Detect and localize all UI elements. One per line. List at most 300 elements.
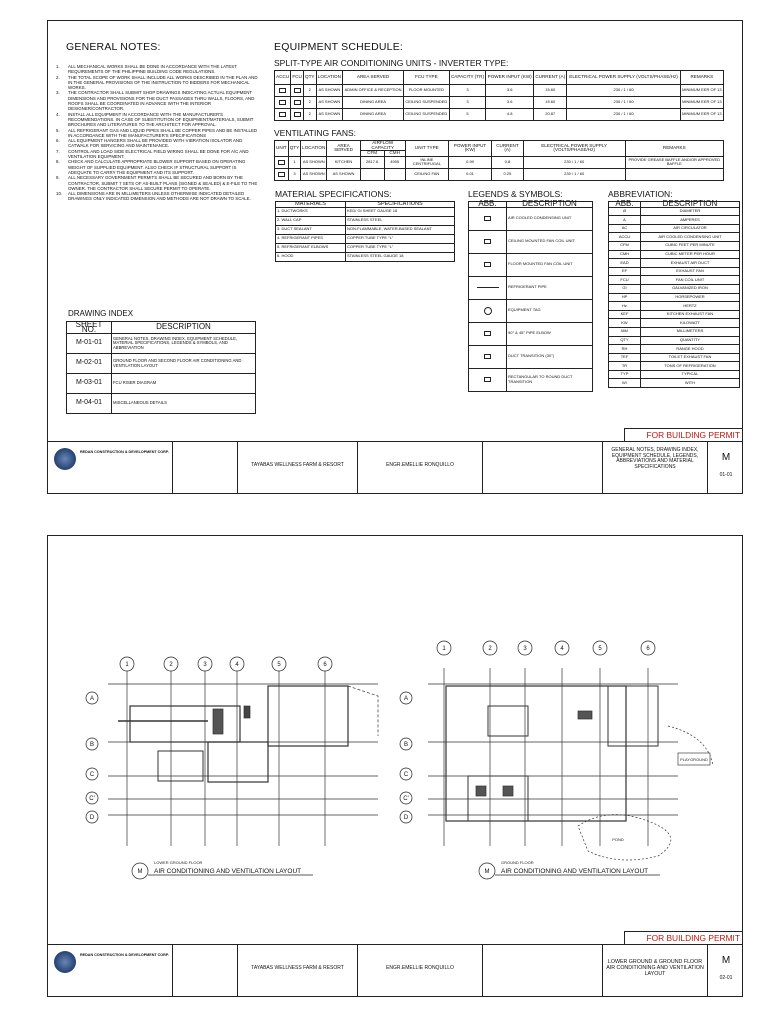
- company-name: REDAN CONSTRUCTION & DEVELOPMENT CORP.: [80, 450, 169, 454]
- split-type-title: SPLIT-TYPE AIR CONDITIONING UNITS - INVERTER TYPE:: [274, 58, 509, 68]
- note-number: 10.: [56, 191, 63, 197]
- grid-row-label: D: [89, 815, 95, 821]
- note-number: 1.: [56, 64, 60, 69]
- table-row: [469, 230, 593, 253]
- note-number: 2.: [56, 74, 60, 80]
- abbr-cell: AC: [609, 224, 641, 233]
- legend-description: FLOOR MOUNTED FAN COIL UNIT: [507, 253, 593, 276]
- table-row: [67, 394, 256, 414]
- table-row: [275, 97, 724, 109]
- table-row: [276, 243, 455, 252]
- sheet-content: GENERAL NOTES, DRAWING INDEX, EQUIPMENT SCHEDULE, LEGENDS, ABBREVIATIONS AND MATERIAL SPECIFICATIONS: [611, 447, 699, 470]
- abbr-cell: Ø: [609, 207, 641, 216]
- cell-area: AS SHOWN: [327, 168, 360, 180]
- abbr-cell: HP: [609, 293, 641, 302]
- cell-type: FLOOR MOUNTED: [403, 85, 449, 97]
- cell-area: DINING AREA: [343, 109, 404, 121]
- plan-title-right: [479, 860, 660, 879]
- sheet-number-cell: M-04-01: [67, 394, 112, 414]
- sheet-m-02-01: [47, 535, 743, 997]
- equipment-tag-icon: [484, 307, 492, 315]
- table-row: [469, 276, 593, 299]
- table-row: [67, 354, 256, 374]
- spec-cell: KED/ GI SHEET GAUGE 18: [346, 207, 455, 216]
- unit-icon-cell: [275, 156, 289, 168]
- fan-symbol-icon: [278, 172, 285, 177]
- abbr-cell: QTY: [609, 336, 641, 345]
- accu-icon: [275, 109, 291, 121]
- cell-loc: AS SHOWN: [316, 109, 343, 121]
- grid-col-label: 5: [598, 646, 602, 652]
- cell-kw: 3.6: [486, 97, 534, 109]
- abbr-description: KITCHEN EXHAUST FAN: [641, 310, 740, 319]
- ground-floor-plan: [428, 668, 713, 860]
- abbr-description: AIR CIRCULATOR: [641, 224, 740, 233]
- table-row: [469, 345, 593, 368]
- cell-area: DINING AREA: [343, 97, 404, 109]
- table-row: [275, 109, 724, 121]
- table-row: [609, 362, 740, 371]
- condensing-unit-icon: [484, 216, 491, 221]
- table-row: [609, 345, 740, 354]
- general-note: [56, 191, 261, 202]
- column-header: CURRENT (A): [534, 71, 567, 85]
- cell-loc: AS SHOWN: [301, 168, 327, 180]
- grid-row-label: C: [403, 772, 409, 778]
- column-subheader: CFM: [360, 151, 384, 157]
- column-header: REMARKS: [680, 71, 723, 85]
- table-row: [609, 353, 740, 362]
- sheet-letter: M: [721, 955, 731, 966]
- floor-plans-drawing: [48, 536, 744, 896]
- note-text: ALL DIMENSIONS ARE IN MILLIMETERS UNLESS OTHERWISE INDICATED DETAILED DRAWINGS ONLY INDICATED DIMENSION AND METHODS ARE NOT DRAWN TO SCALE.: [68, 191, 251, 202]
- column-header: SPECIFICATIONS: [346, 202, 455, 208]
- plan-sub-left: LOWER GROUND FLOOR: [154, 860, 203, 865]
- abbr-cell: FCU: [609, 276, 641, 285]
- note-text: CHECK AND CALCULATE APPROPRIATE BLOWER SUPPORT BASED ON OPERATING WEIGHT OF SUPPLIED EQUIPMENT. ALSO CHECK IF STRUCTURAL SUPPORT IS ADEQUATE TO CARRY THE EQUIPMENT AND ITS SUPPORT.: [68, 159, 246, 175]
- material-cell: 4. REFRIGERANT PIPES: [276, 234, 346, 243]
- sheet-number-cell: M-01-01: [67, 334, 112, 354]
- cell-cap: 3: [449, 97, 486, 109]
- note-text: THE CONTRACTOR SHALL SUBMIT SHOP DRAWINGS INDICATING ACTUAL EQUIPMENT DIMENSIONS AND PROVISIONS FOR THE DUCT PASSAGES THRU WALLS, FLOORS, AND ROOFS SHALL BE COORDINATED IN ADVANCE WITH THE INTERIOR DESIGNER/CONTRACTOR.: [68, 90, 255, 112]
- pond-label: POND: [612, 837, 624, 842]
- cell-a: 15.60: [534, 97, 567, 109]
- abbr-cell: TR: [609, 362, 641, 371]
- permit-label: FOR BUILDING PERMIT: [624, 931, 742, 944]
- plan-title-left: [132, 860, 313, 879]
- material-specs-table: [275, 201, 455, 262]
- abbreviation-title: ABBREVIATION:: [608, 189, 673, 199]
- material-cell: 6. HOOD: [276, 252, 346, 261]
- material-cell: 1. DUCTWORKS: [276, 207, 346, 216]
- table-row: [469, 253, 593, 276]
- grid-col-label: 3: [203, 662, 207, 668]
- table-row: [469, 299, 593, 322]
- cell-a: 20.87: [534, 109, 567, 121]
- symbol-cell: [469, 345, 507, 368]
- material-specs-title: MATERIAL SPECIFICATIONS:: [275, 189, 392, 199]
- abbr-cell: EF: [609, 267, 641, 276]
- abbr-cell: A: [609, 216, 641, 225]
- table-row: [609, 293, 740, 302]
- general-note: [56, 159, 261, 175]
- note-text: ALL EQUIPMENT HANGERS SHALL BE PROVIDED WITH VIBRATION ISOLATOR AND CATWALK FOR SERVICING AND MAINTENANCE.: [68, 138, 243, 149]
- note-text: ALL NECESSARY GOVERNMENT PERMITS SHALL BE SECURED AND BORN BY THE CONTRACTOR, SUBMIT 7 SETS OF AS-BUILT PLANS (SIGNED & SEALED) & E-FILE TO THE OWNER. THE CONTRACTOR SHALL SECURE PERMIT TO OPERATE.: [68, 175, 258, 191]
- engineer-name: ENGR.EMELLIE RONQUILLO: [386, 462, 454, 468]
- column-header: LOCATION: [316, 71, 343, 85]
- fcu-symbol-icon: [294, 112, 301, 117]
- table-row: [609, 259, 740, 268]
- cell-ps: 230 / 1 / 60: [567, 109, 680, 121]
- symbol-cell: [469, 276, 507, 299]
- accu-symbol-icon: [279, 100, 286, 105]
- table-row: [276, 252, 455, 261]
- general-note: [56, 149, 261, 160]
- column-header: MATERIALS: [276, 202, 346, 208]
- table-row: [67, 374, 256, 394]
- abbr-cell: KEF: [609, 310, 641, 319]
- column-header: AREA SERVED: [327, 141, 360, 157]
- column-header: ACCU: [275, 71, 291, 85]
- grid-col-label: 6: [646, 646, 650, 652]
- accu-icon: [275, 85, 291, 97]
- fcu-icon: [291, 85, 304, 97]
- column-header: DESCRIPTION: [641, 202, 740, 208]
- cell-rem: [625, 168, 723, 180]
- split-type-table: [274, 70, 724, 121]
- cell-a: 0.25: [492, 168, 524, 180]
- cell-ps: 230 / 1 / 60: [567, 85, 680, 97]
- column-header: AREA SERVED: [343, 71, 404, 85]
- column-header: UNIT TYPE: [405, 141, 448, 157]
- plan-title-right-text: AIR CONDITIONING AND VENTILATION LAYOUT: [501, 868, 649, 875]
- cell-ps: 230 / 1 / 60: [523, 168, 625, 180]
- plan-tag-left: M: [137, 869, 143, 875]
- unit-icon-cell: [275, 168, 289, 180]
- table-row: [276, 207, 455, 216]
- cell-rem: MINIMUM EER OF 13: [680, 85, 723, 97]
- engineer-name: ENGR.EMELLIE RONQUILLO: [386, 965, 454, 971]
- company-name: REDAN CONSTRUCTION & DEVELOPMENT CORP.: [80, 953, 169, 957]
- sheet-number-cell: M-03-01: [67, 374, 112, 394]
- grid-row-label: C: [89, 772, 95, 778]
- legend-description: EQUIPMENT TAG: [507, 299, 593, 322]
- plan-title-left-text: AIR CONDITIONING AND VENTILATION LAYOUT: [154, 868, 302, 875]
- spec-cell: COPPER TUBE TYPE "L": [346, 243, 455, 252]
- legends-table: [468, 201, 593, 392]
- table-row: [609, 379, 740, 388]
- cell-cfm: [360, 168, 384, 180]
- column-header: QTY: [303, 71, 316, 85]
- table-row: [276, 225, 455, 234]
- abbr-description: MILLIMETERS: [641, 327, 740, 336]
- project-name: TAYABAS WELLNESS FARM & RESORT: [251, 965, 344, 971]
- column-header: LOCATION: [301, 141, 327, 157]
- cell-kw: 0.01: [448, 168, 491, 180]
- sheet-number: 01-01: [719, 472, 733, 478]
- general-note: [56, 75, 261, 91]
- abbr-description: CUBIC METER PER HOUR: [641, 250, 740, 259]
- column-header: DESCRIPTION: [507, 202, 593, 208]
- column-header: CURRENT (A): [492, 141, 524, 157]
- cell-qty: 2: [303, 109, 316, 121]
- column-subheader: CMH: [384, 151, 405, 157]
- abbr-description: RANGE HOOD: [641, 345, 740, 354]
- general-note: [56, 175, 261, 191]
- table-row: [609, 370, 740, 379]
- cell-type: CEILING SUSPENDED: [403, 97, 449, 109]
- table-header-row: [275, 71, 724, 85]
- column-header: CAPACITY (TR): [449, 71, 486, 85]
- description-cell: GROUND FLOOR AND SECOND FLOOR AIR CONDITIONING AND VENTILATION LAYOUT: [112, 354, 256, 374]
- pipe-elbow-icon: [484, 331, 491, 336]
- grid-row-label: A: [403, 696, 409, 702]
- table-row: [276, 234, 455, 243]
- ceiling-fcu-icon: [484, 239, 491, 244]
- cell-type: INLINE CENTRIFUGAL: [405, 156, 448, 168]
- grid-row-label: D: [403, 815, 409, 821]
- note-number: 8.: [56, 159, 60, 165]
- general-note: [56, 128, 261, 139]
- table-header-row: [67, 322, 256, 334]
- sheet-number: 02-01: [719, 975, 733, 981]
- general-note: [56, 112, 261, 128]
- note-text: ALL MECHANICAL WORKS SHALL BE DONE IN ACCORDANCE WITH THE LATEST REQUIREMENTS OF THE PHILIPPINE BUILDING CODE REGULATIONS.: [68, 64, 237, 75]
- grid-labels-left: [86, 657, 332, 823]
- note-text: CONTROL AND LOAD SIDE ELECTRICAL FIELD WIRING SHALL BE DONE FOR A/C AND VENTILATION EQUIPMENT.: [68, 148, 249, 160]
- symbol-cell: [469, 207, 507, 230]
- abbreviation-table: [608, 201, 740, 388]
- cell-loc: AS SHOWN: [316, 85, 343, 97]
- fcu-icon: [291, 97, 304, 109]
- abbr-description: AMPERES: [641, 216, 740, 225]
- general-note: [56, 64, 261, 75]
- accu-icon: [275, 97, 291, 109]
- fcu-symbol-icon: [294, 88, 301, 93]
- abbr-description: CUBIC FEET PER MINUTE: [641, 241, 740, 250]
- note-text: ALL REFRIGERANT GAS AND LIQUID PIPES SHALL BE COPPER PIPES AND BE INSTALLED IN ACCORDANCE WITH THE MANUFACTURER'S SPECIFICATIONS: [68, 127, 258, 138]
- abbr-cell: EAD: [609, 259, 641, 268]
- cell-qty: 1: [288, 156, 300, 168]
- symbol-cell: [469, 322, 507, 345]
- material-cell: 3. DUCT SEALANT: [276, 225, 346, 234]
- cell-ps: 230 / 1 / 60: [523, 156, 625, 168]
- cell-cap: 5: [449, 109, 486, 121]
- table-row: [469, 207, 593, 230]
- legend-description: REFRIGERANT PIPE: [507, 276, 593, 299]
- table-row: [276, 216, 455, 225]
- column-header: ELECTRICAL POWER SUPPLY (VOLTS/PHASE/Hz): [567, 71, 680, 85]
- cell-cap: 3: [449, 85, 486, 97]
- company-logo-icon: [54, 448, 76, 470]
- legend-description: RECTANGULAR TO ROUND DUCT TRANSITION: [507, 368, 593, 391]
- column-header: POWER INPUT (KW): [448, 141, 491, 157]
- grid-row-label: A: [89, 696, 95, 702]
- grid-col-label: 2: [488, 646, 492, 652]
- symbol-cell: [469, 299, 507, 322]
- abbr-cell: CFM: [609, 241, 641, 250]
- table-row: [609, 310, 740, 319]
- legend-description: 90° & 45° PIPE ELBOW: [507, 322, 593, 345]
- fan-symbol-icon: [278, 160, 285, 165]
- legend-description: CEILING MOUNTED FAN COIL UNIT: [507, 230, 593, 253]
- spec-cell: NON-FLAMMABLE, WATER-BASED SEALANT: [346, 225, 455, 234]
- accu-symbol-icon: [279, 88, 286, 93]
- cell-type: CEILING FAN: [405, 168, 448, 180]
- drawing-index-title: DRAWING INDEX: [68, 309, 134, 318]
- table-row: [609, 216, 740, 225]
- abbr-description: DIAMETER: [641, 207, 740, 216]
- column-header: UNIT: [275, 141, 289, 157]
- abbr-description: AIR COOLED CONDENSING UNIT: [641, 233, 740, 242]
- grid-row-label: C': [89, 796, 95, 802]
- cell-kw: 3.6: [486, 85, 534, 97]
- abbr-cell: CMH: [609, 250, 641, 259]
- note-text: INSTALL ALL EQUIPMENT IN ACCORDANCE WITH THE MANUFACTURER'S RECOMMENDATIONS. IN CASE OF SUBSTITUTION OF EQUIPMENT/MATERIALS, SUBMIT BROCHURES AND LITERATURES TO THE ARCHITECT FOR APPROVAL.: [68, 111, 254, 128]
- symbol-cell: [469, 253, 507, 276]
- abbr-description: TOILET EXHAUST FAN: [641, 353, 740, 362]
- note-number: 3.: [56, 90, 60, 96]
- symbol-cell: [469, 368, 507, 391]
- column-header: FCU TYPE: [403, 71, 449, 85]
- table-row: [609, 267, 740, 276]
- equipment-schedule-title: EQUIPMENT SCHEDULE:: [274, 41, 404, 53]
- cell-a: 0.8: [492, 156, 524, 168]
- table-row: [609, 250, 740, 259]
- floor-fcu-icon: [484, 262, 491, 267]
- description-cell: MISCELLANEOUS DETAILS: [112, 394, 256, 414]
- cell-type: CEILING SUSPENDED: [403, 109, 449, 121]
- table-row: [275, 85, 724, 97]
- cell-cmh: 4955: [384, 156, 405, 168]
- legends-title: LEGENDS & SYMBOLS:: [468, 189, 563, 199]
- table-row: [275, 156, 724, 168]
- note-number: 4.: [56, 111, 60, 117]
- cell-cfm: 2817.6: [360, 156, 384, 168]
- ventilating-fans-table: [274, 140, 724, 181]
- cell-rem: PROVIDE GREASE BAFFLE AND/OR APPROVED BAFFLE: [625, 156, 723, 168]
- abbr-description: TYPICAL: [641, 370, 740, 379]
- column-header: POWER INPUT (KW): [486, 71, 534, 85]
- column-header: ABB.: [469, 202, 507, 208]
- material-cell: 2. WALL CAP: [276, 216, 346, 225]
- grid-col-label: 1: [125, 662, 129, 668]
- company-logo-icon: [54, 951, 76, 973]
- abbr-description: HERTZ: [641, 302, 740, 311]
- general-notes-title: GENERAL NOTES:: [66, 41, 161, 53]
- abbr-cell: TEF: [609, 353, 641, 362]
- legend-description: AIR COOLED CONDENSING UNIT: [507, 207, 593, 230]
- table-row: [609, 224, 740, 233]
- sheet-letter: M: [721, 452, 731, 463]
- cell-rem: MINIMUM EER OF 13: [680, 97, 723, 109]
- spec-cell: COPPER TUBE TYPE "L": [346, 234, 455, 243]
- abbr-description: FAN COIL UNIT: [641, 276, 740, 285]
- cell-rem: MINIMUM EER OF 13: [680, 109, 723, 121]
- title-block: [48, 441, 742, 493]
- table-row: [469, 368, 593, 391]
- legend-description: DUCT TRANSITION (30°): [507, 345, 593, 368]
- symbol-cell: [469, 230, 507, 253]
- grid-col-label: 6: [323, 662, 327, 668]
- abbr-cell: Hz: [609, 302, 641, 311]
- cell-loc: AS SHOWN: [301, 156, 327, 168]
- table-row: [609, 284, 740, 293]
- accu-symbol-icon: [279, 112, 286, 117]
- cell-qty: 2: [303, 97, 316, 109]
- grid-col-label: 3: [523, 646, 527, 652]
- abbr-description: KILOWATT: [641, 319, 740, 328]
- permit-label: FOR BUILDING PERMIT: [624, 428, 742, 441]
- column-header: AIRFLOW CAPACITY: [360, 141, 405, 151]
- cell-area: ADMIN OFFICE & RECEPTION: [343, 85, 404, 97]
- column-header: ELECTRICAL POWER SUPPLY (VOLTS/PHASE/Hz): [523, 141, 625, 157]
- sheet-m-01-01: [47, 20, 743, 494]
- grid-col-label: 4: [235, 662, 239, 668]
- cell-loc: AS SHOWN: [316, 97, 343, 109]
- grid-col-label: 5: [277, 662, 281, 668]
- grid-col-label: 4: [560, 646, 564, 652]
- abbr-description: TONS OF REFRIGERATION: [641, 362, 740, 371]
- column-header: FCU: [291, 71, 304, 85]
- table-row: [609, 276, 740, 285]
- column-header: QTY: [288, 141, 300, 157]
- general-note: [56, 138, 261, 149]
- table-row: [67, 334, 256, 354]
- abbr-cell: KW: [609, 319, 641, 328]
- general-notes-list: [56, 64, 261, 202]
- general-note: [56, 90, 261, 111]
- cell-qty: 3: [288, 168, 300, 180]
- description-cell: FCU RISER DIAGRAM: [112, 374, 256, 394]
- material-cell: 5. REFRIGERANT ELBOWS: [276, 243, 346, 252]
- table-row: [609, 327, 740, 336]
- cell-kw: 0.99: [448, 156, 491, 168]
- table-row: [609, 233, 740, 242]
- sheet-number-cell: M-02-01: [67, 354, 112, 374]
- abbr-cell: TYP: [609, 370, 641, 379]
- abbr-description: GALVANIZED IRON: [641, 284, 740, 293]
- grid-row-label: B: [89, 742, 95, 748]
- cell-area: KITCHEN: [327, 156, 360, 168]
- table-row: [609, 241, 740, 250]
- note-number: 7.: [56, 148, 60, 154]
- grid-row-label: C': [403, 796, 409, 802]
- sheet-content: LOWER GROUND & GROUND FLOOR AIR CONDITIONING AND VENTILATION LAYOUT: [606, 959, 704, 977]
- column-header: ABB.: [609, 202, 641, 208]
- cell-a: 15.60: [534, 85, 567, 97]
- lower-ground-floor-plan: [108, 668, 378, 846]
- abbr-cell: ACCU: [609, 233, 641, 242]
- ventilating-fans-title: VENTILATING FANS:: [274, 128, 357, 138]
- cell-cmh: [384, 168, 405, 180]
- abbr-description: WITH: [641, 379, 740, 388]
- table-header-row: [275, 141, 724, 151]
- cell-ps: 230 / 1 / 60: [567, 97, 680, 109]
- spec-cell: STAINLESS STEEL GAUGE 18: [346, 252, 455, 261]
- description-cell: GENERAL NOTES, DRAWING INDEX, EQUIPMENT SCHEDULE, MATERIAL SPECIFICATIONS, LEGENDS & SYMBOLS, AND ABBREVIATION: [112, 334, 256, 354]
- table-row: [609, 336, 740, 345]
- abbr-cell: RH: [609, 345, 641, 354]
- column-header: REMARKS: [625, 141, 723, 157]
- cell-qty: 2: [303, 85, 316, 97]
- table-row: [609, 302, 740, 311]
- column-header: DESCRIPTION: [112, 322, 256, 334]
- abbr-description: QUANTITY: [641, 336, 740, 345]
- note-number: 9.: [56, 175, 60, 181]
- table-header-row: [469, 202, 593, 208]
- fcu-symbol-icon: [294, 100, 301, 105]
